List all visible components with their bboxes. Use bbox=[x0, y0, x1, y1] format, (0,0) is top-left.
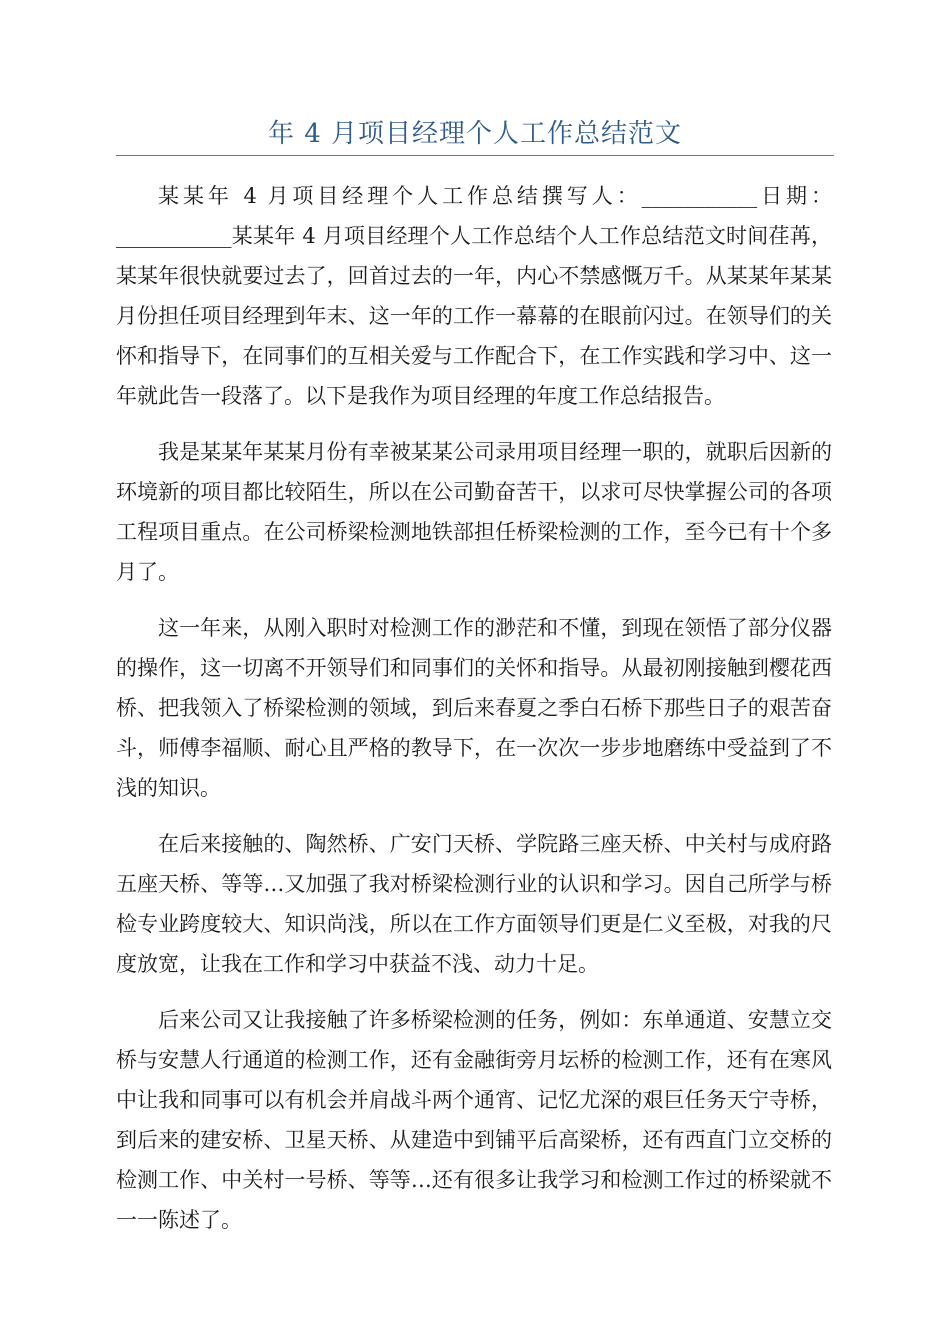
paragraph-employment: 我是某某年某某月份有幸被某某公司录用项目经理一职的，就职后因新的环境新的项目都比较陌生，所以在公司勤奋苦干，以求可尽快掌握公司的各项工程项目重点。在公司桥梁检测地铁部担任桥梁检测的工作，至今已有十个多月了。 bbox=[116, 440, 832, 584]
paragraph-bridges: 在后来接触的、陶然桥、广安门天桥、学院路三座天桥、中关村与成府路五座天桥、等等…又加强了我对桥梁检测行业的认识和学习。因自己所学与桥检专业跨度较大、知识尚浅，所以在工作方面领导们更是仁义至极，对我的尺度放宽，让我在工作和学习中获益不浅、动力十足。 bbox=[116, 832, 832, 976]
title-underline bbox=[116, 155, 834, 156]
paragraph-intro: 某某年 4 月项目经理个人工作总结撰写人：___________日期：___________某某年 4 月项目经理个人工作总结个人工作总结范文时间荏苒，某某年很快就要过去了，回首过去的一年，内心不禁感慨万千。从某某年某某月份担任项目经理到年末、这一年的工作一幕幕的在眼前闪过。在领导们的关怀和指导下，在同事们的互相关爱与工作配合下，在工作实践和学习中、这一年就此告一段落了。以下是我作为项目经理的年度工作总结报告。 bbox=[116, 184, 832, 408]
document-body bbox=[116, 176, 832, 1256]
paragraph-learning: 这一年来，从刚入职时对检测工作的渺茫和不懂，到现在领悟了部分仪器的操作，这一切离不开领导们和同事们的关怀和指导。从最初刚接触到樱花西桥、把我领入了桥梁检测的领域，到后来春夏之季白石桥下那些日子的艰苦奋斗，师傅李福顺、耐心且严格的教导下，在一次次一步步地磨练中受益到了不浅的知识。 bbox=[116, 616, 832, 800]
document-title: 年 4 月项目经理个人工作总结范文 bbox=[267, 119, 683, 149]
paragraph-tasks: 后来公司又让我接触了许多桥梁检测的任务，例如：东单通道、安慧立交桥与安慧人行通道的检测工作，还有金融街旁月坛桥的检测工作，还有在寒风中让我和同事可以有机会并肩战斗两个通宵、记忆尤深的艰巨任务天宁寺桥，到后来的建安桥、卫星天桥、从建造中到铺平后高梁桥，还有西直门立交桥的检测工作、中关村一号桥、等等…还有很多让我学习和检测工作过的桥梁就不一一陈述了。 bbox=[116, 1008, 832, 1232]
